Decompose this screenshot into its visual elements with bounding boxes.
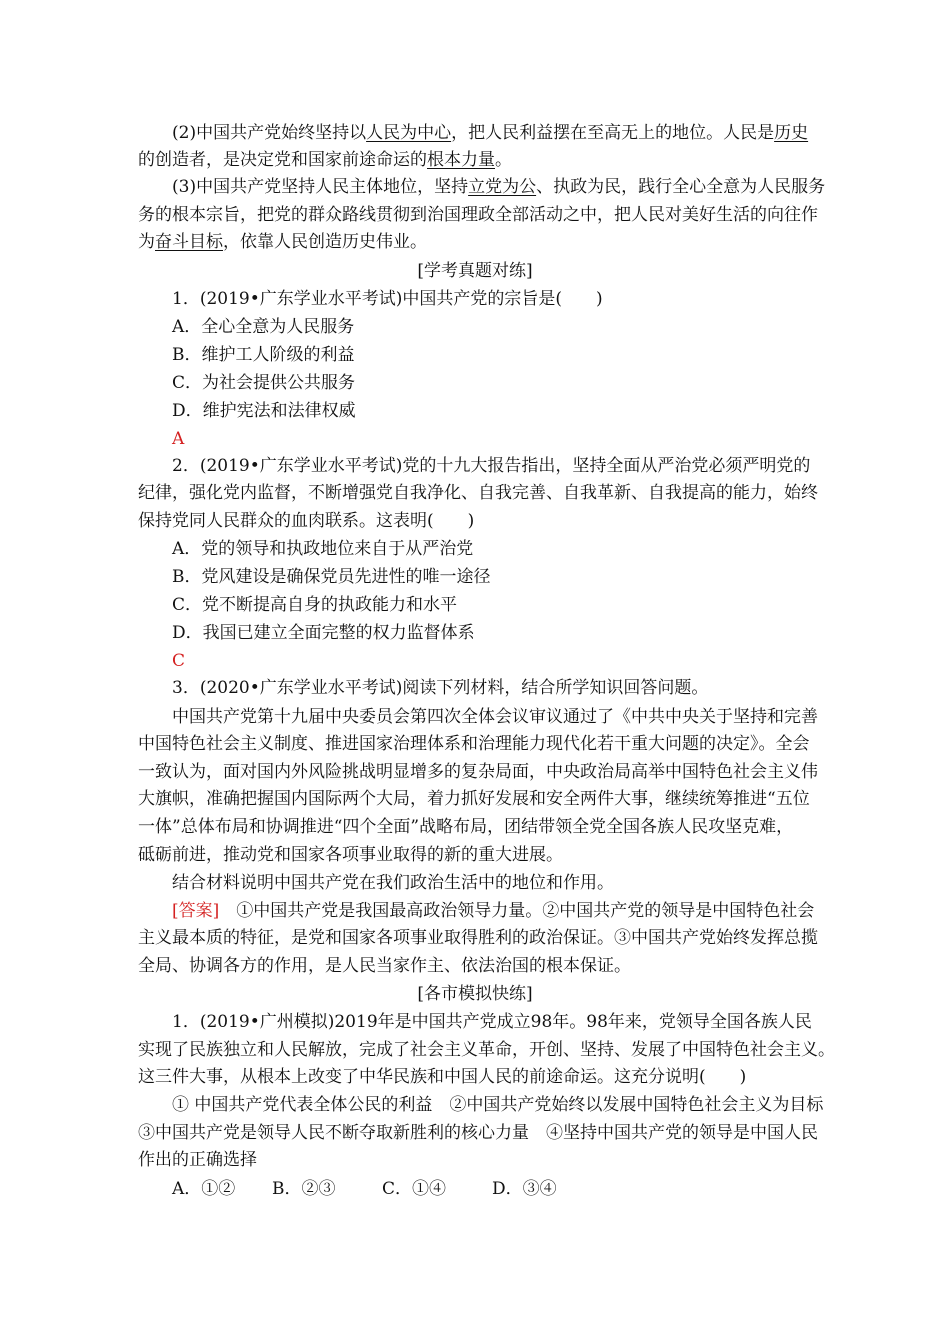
- intro-p3-line2: 务的根本宗旨，把党的群众路线贯彻到治国理政全部活动之中，把人民对美好生活的向往作: [138, 205, 818, 225]
- intro-p2-underline-1: 人民为中心: [366, 123, 452, 143]
- intro-p2-text-c: 的创造者，是决定党和国家前途命运的: [138, 150, 427, 170]
- intro-p2-underline-3: 根本力量: [427, 150, 495, 170]
- s1-q2-option-d: D．我国已建立全面完整的权力监督体系: [172, 623, 475, 643]
- intro-p2-text-a: (2)中国共产党始终坚持以: [172, 123, 367, 143]
- intro-p2-text-b: ，把人民利益摆在至高无上的地位。人民是: [451, 123, 775, 143]
- intro-p3-text-b: 、执政为民，践行全心全意为人民服务: [536, 177, 826, 197]
- s1-q2-stem-line2: 纪律，强化党内监督，不断增强党自我净化、自我完善、自我革新、自我提高的能力，始终: [138, 483, 818, 503]
- intro-p2-line1: [172, 120, 808, 146]
- s1-q1-stem: 1．(2019•广东学业水平考试)中国共产党的宗旨是( ): [172, 289, 603, 309]
- s1-q3-material-line1: 中国共产党第十九届中央委员会第四次全体会议审议通过了《中共中央关于坚持和完善: [172, 707, 818, 727]
- s2-q1-option-c: C．①④: [382, 1179, 447, 1199]
- s1-q3-answer-line2: 主义最本质的特征，是党和国家各项事业取得胜利的政治保证。③中国共产党始终发挥总揽: [138, 928, 818, 948]
- s2-q1-statements-line3: 作出的正确选择: [138, 1150, 257, 1170]
- s1-q2-stem-line3: 保持党同人民群众的血肉联系。这表明( ): [138, 511, 475, 531]
- s1-q1-answer: A: [172, 429, 185, 449]
- s1-q1-option-c: C．为社会提供公共服务: [172, 373, 356, 393]
- s1-q3-material-line4: 大旗帜，准确把握国内国际两个大局，着力抓好发展和安全两件大事，继续统筹推进“五位: [138, 789, 810, 809]
- intro-p2-text-d: 。: [495, 150, 512, 170]
- s1-q1-option-d: D．维护宪法和法律权威: [172, 401, 356, 421]
- s2-q1-stem-line3: 这三件大事，从根本上改变了中华民族和中国人民的前途命运。这充分说明( ): [138, 1067, 747, 1087]
- s2-q1-statements-line2: ③中国共产党是领导人民不断夺取新胜利的核心力量 ④坚持中国共产党的领导是中国人民: [138, 1123, 818, 1143]
- s1-q3-material-line5: 一体”总体布局和协调推进“四个全面”战略布局，团结带领全党全国各族人民攻坚克难，: [138, 817, 794, 837]
- s1-q1-option-b: B．维护工人阶级的利益: [172, 345, 355, 365]
- answer-label: [答案]: [172, 901, 220, 921]
- s2-q1-stem-line2: 实现了民族独立和人民解放，完成了社会主义革命，开创、坚持、发展了中国特色社会主义。: [138, 1040, 835, 1060]
- section-title-exam: [学考真题对练]: [417, 261, 533, 281]
- s2-q1-stem-line1: 1．(2019•广州模拟)2019年是中国共产党成立98年。98年来，党领导全国各族人民: [172, 1012, 812, 1032]
- section-title-mock: [各市模拟快练]: [417, 984, 533, 1004]
- s1-q3-answer-line3: 全局、协调各方的作用，是人民当家作主、依法治国的根本保证。: [138, 956, 631, 976]
- s2-q1-option-a: A．①②: [172, 1179, 236, 1199]
- s2-q1-statements-line1: ① 中国共产党代表全体公民的利益 ②中国共产党始终以发展中国特色社会主义为目标: [172, 1095, 824, 1115]
- intro-p3-underline-1: 立党为公: [468, 177, 537, 197]
- s1-q3-answer-line1: [172, 898, 814, 924]
- intro-p3-underline-2: 奋斗目标: [155, 232, 223, 252]
- s2-q1-option-b: B．②③: [272, 1179, 336, 1199]
- s1-q2-option-a: A．党的领导和执政地位来自于从严治党: [172, 539, 474, 559]
- intro-p3-line1: [172, 174, 825, 200]
- s2-q1-option-d: D．③④: [492, 1179, 557, 1199]
- s1-q2-option-b: B．党风建设是确保党员先进性的唯一途径: [172, 567, 491, 587]
- s1-q2-option-c: C．党不断提高自身的执政能力和水平: [172, 595, 458, 615]
- s1-q2-answer: C: [172, 651, 186, 671]
- intro-p3-line3: [138, 229, 427, 255]
- s1-q3-answer-text-1: ①中国共产党是我国最高政治领导力量。②中国共产党的领导是中国特色社会: [236, 901, 815, 921]
- s1-q3-question: 结合材料说明中国共产党在我们政治生活中的地位和作用。: [172, 873, 614, 893]
- s1-q2-stem-line1: 2．(2019•广东学业水平考试)党的十九大报告指出，坚持全面从严治党必须严明党的: [172, 456, 811, 476]
- s1-q3-material-line2: 中国特色社会主义制度、推进国家治理体系和治理能力现代化若干重大问题的决定》。全会: [138, 734, 810, 754]
- s1-q3-stem: 3．(2020•广东学业水平考试)阅读下列材料，结合所学知识回答问题。: [172, 678, 709, 698]
- intro-p2-line2: [138, 147, 512, 173]
- s1-q3-material-line6: 砥砺前进，推动党和国家各项事业取得的新的重大进展。: [138, 845, 563, 865]
- intro-p3-text-a: (3)中国共产党坚持人民主体地位，坚持: [172, 177, 469, 197]
- intro-p3-text-e: ，依靠人民创造历史伟业。: [223, 232, 427, 252]
- intro-p3-text-d: 为: [138, 232, 155, 252]
- s1-q3-material-line3: 一致认为，面对国内外风险挑战明显增多的复杂局面，中央政治局高举中国特色社会主义伟: [138, 762, 818, 782]
- s1-q1-option-a: A．全心全意为人民服务: [172, 317, 355, 337]
- intro-p2-underline-2: 历史: [774, 123, 809, 143]
